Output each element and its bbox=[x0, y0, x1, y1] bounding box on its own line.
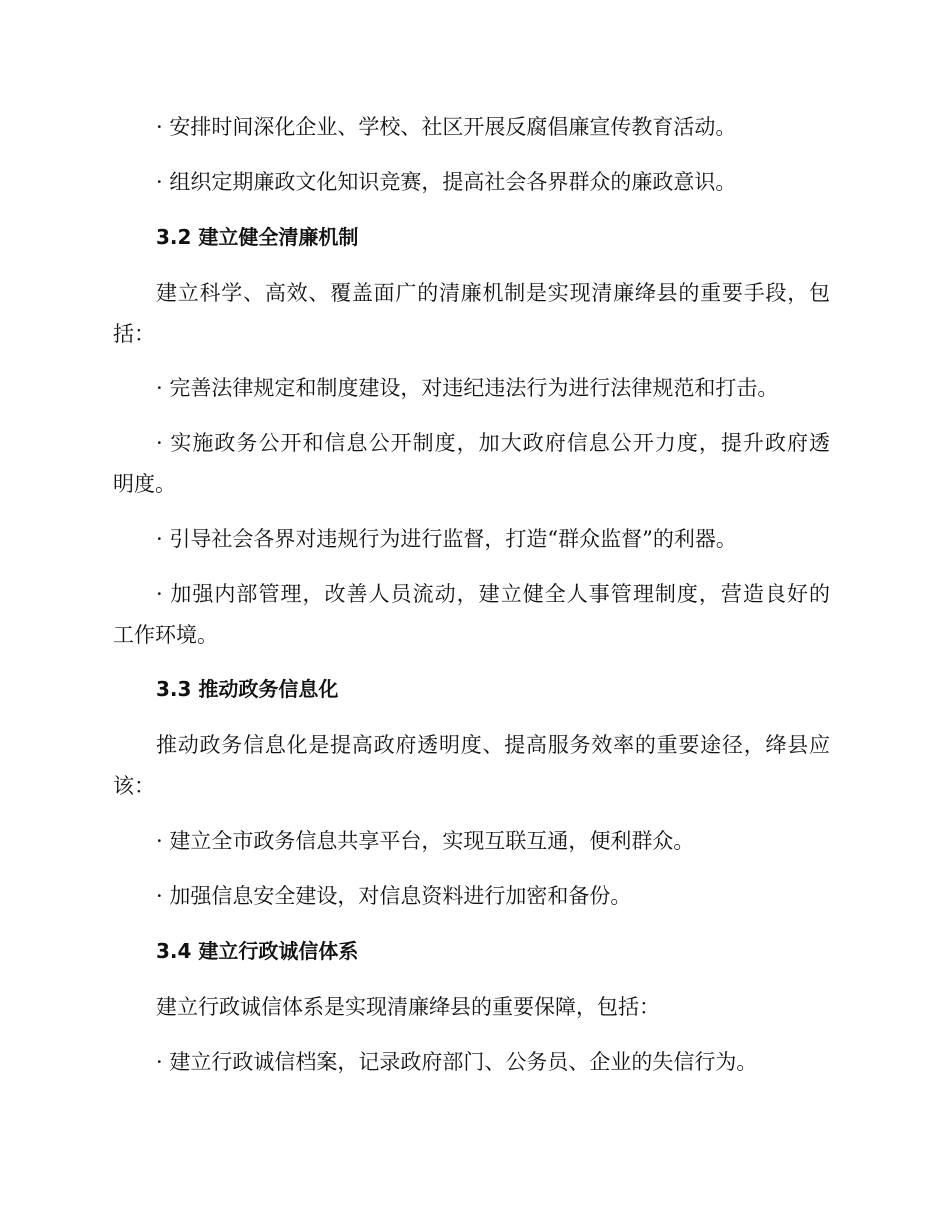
bullet-item: · 加强内部管理，改善人员流动，建立健全人事管理制度，营造良好的 bbox=[156, 582, 830, 606]
section-heading-3-3: 3.3 推动政务信息化 bbox=[156, 677, 339, 701]
bullet-continuation: 明度。 bbox=[113, 472, 176, 496]
paragraph-line: 该： bbox=[113, 774, 155, 798]
bullet-item: · 完善法律规定和制度建设，对违纪违法行为进行法律规范和打击。 bbox=[156, 376, 779, 400]
paragraph-line: 推动政务信息化是提高政府透明度、提高服务效率的重要途径，绛县应 bbox=[156, 733, 830, 757]
section-heading-3-2: 3.2 建立健全清廉机制 bbox=[156, 225, 359, 249]
paragraph-line: 建立科学、高效、覆盖面广的清廉机制是实现清廉绛县的重要手段，包 bbox=[156, 281, 830, 305]
bullet-item: · 引导社会各界对违规行为进行监督，打造“群众监督”的利器。 bbox=[156, 527, 737, 551]
section-heading-3-4: 3.4 建立行政诚信体系 bbox=[156, 939, 359, 963]
paragraph-line: 括： bbox=[113, 322, 155, 346]
bullet-item: · 实施政务公开和信息公开制度，加大政府信息公开力度，提升政府透 bbox=[156, 431, 830, 455]
bullet-item: · 加强信息安全建设，对信息资料进行加密和备份。 bbox=[156, 884, 632, 908]
bullet-item: · 安排时间深化企业、学校、社区开展反腐倡廉宣传教育活动。 bbox=[156, 115, 737, 139]
bullet-item: · 建立行政诚信档案，记录政府部门、公务员、企业的失信行为。 bbox=[156, 1050, 758, 1074]
bullet-item: · 组织定期廉政文化知识竞赛，提高社会各界群众的廉政意识。 bbox=[156, 170, 737, 194]
bullet-continuation: 工作环境。 bbox=[113, 623, 218, 647]
bullet-item: · 建立全市政务信息共享平台，实现互联互通，便利群众。 bbox=[156, 829, 695, 853]
paragraph-line: 建立行政诚信体系是实现清廉绛县的重要保障，包括： bbox=[156, 995, 660, 1019]
